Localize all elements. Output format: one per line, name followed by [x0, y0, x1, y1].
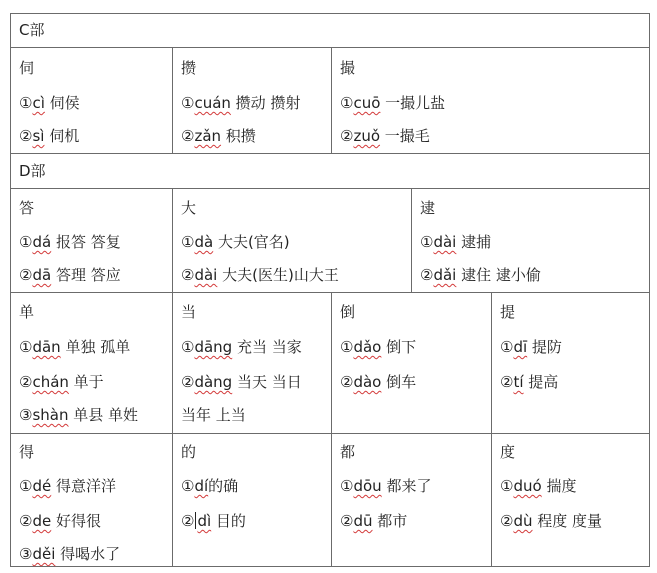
reading-number: ① — [19, 338, 33, 356]
entry-char: 攒 — [181, 59, 197, 77]
reading-number: ② — [340, 512, 354, 530]
entry-zan — [172, 48, 331, 153]
example-words: 攒动 攒射 — [230, 94, 301, 112]
c-row — [11, 47, 649, 153]
entry-dai-catch — [411, 189, 649, 292]
pinyin: děi — [32, 545, 56, 563]
example-words: 的确 — [208, 477, 239, 495]
reading-line — [19, 476, 116, 496]
example-words: 目的 — [211, 512, 246, 530]
pinyin: dā — [32, 266, 52, 284]
reading-number: ② — [19, 512, 33, 530]
pinyin: dū — [353, 512, 373, 530]
reading-number: ② — [181, 512, 195, 530]
pinyin: chán — [32, 373, 69, 391]
reading-number: ① — [181, 477, 195, 495]
entry-char: 撮 — [340, 59, 356, 77]
pinyin: duó — [513, 477, 542, 495]
example-words: 提防 — [527, 338, 562, 356]
pinyin: dí — [194, 477, 209, 495]
entry-char: 单 — [19, 303, 35, 321]
pinyin: dǎo — [353, 338, 382, 356]
example-words: 逮捕 — [456, 233, 492, 251]
example-words: 答理 答应 — [51, 266, 121, 284]
entry-char: 倒 — [340, 303, 356, 321]
reading-line — [340, 372, 416, 392]
example-words: 得喝水了 — [55, 545, 121, 563]
example-words: 倒车 — [381, 373, 417, 391]
example-words: 都来了 — [381, 477, 432, 495]
reading-line — [19, 511, 101, 531]
reading-number: ① — [340, 338, 354, 356]
reading-number: ② — [420, 266, 434, 284]
reading-line — [181, 93, 300, 113]
reading-number: ① — [340, 477, 354, 495]
example-words: 报答 答复 — [51, 233, 121, 251]
d-row-2 — [11, 292, 649, 433]
reading-line — [500, 511, 602, 531]
reading-line — [500, 372, 558, 392]
pinyin: dá — [32, 233, 52, 251]
pinyin: dǎi — [433, 266, 457, 284]
example-words: 逮住 逮小偷 — [456, 266, 541, 284]
example-words: 单于 — [68, 373, 104, 391]
entry-char: 逮 — [420, 199, 436, 217]
entry-char: 的 — [181, 443, 197, 461]
reading-line — [500, 476, 576, 496]
entry-dao — [331, 293, 491, 433]
example-words: 当天 当日 — [232, 373, 302, 391]
example-words: 提高 — [523, 373, 559, 391]
c-section-header-row — [11, 14, 649, 47]
reading-number: ② — [181, 266, 195, 284]
reading-line — [340, 511, 407, 531]
reading-line — [19, 372, 104, 392]
reading-line — [181, 337, 302, 357]
reading-number: ③ — [19, 545, 33, 563]
reading-line — [181, 372, 302, 392]
reading-line — [181, 126, 256, 146]
entry-char: 度 — [500, 443, 516, 461]
example-words: 程度 度量 — [532, 512, 603, 530]
reading-line — [19, 405, 138, 425]
example-words: 都市 — [372, 512, 408, 530]
example-words: 一撮毛 — [380, 127, 430, 145]
example-words: 一撮儿盐 — [380, 94, 446, 112]
reading-number: ① — [19, 233, 33, 251]
polyphonic-character-table — [10, 13, 650, 567]
reading-number: ② — [500, 373, 514, 391]
entry-char: 大 — [181, 199, 197, 217]
pinyin: dān — [32, 338, 61, 356]
example-words: 好得很 — [51, 512, 101, 530]
entry-ti — [491, 293, 649, 433]
d-section-header-cell — [11, 154, 649, 188]
reading-number: ① — [19, 477, 33, 495]
reading-number: ② — [19, 266, 33, 284]
pinyin: dà — [194, 233, 214, 251]
entry-dang — [172, 293, 331, 433]
reading-number: ① — [500, 477, 514, 495]
example-words: 积攒 — [221, 127, 256, 145]
entry-di — [172, 434, 331, 566]
entry-ci — [11, 48, 172, 153]
example-words: 单县 单姓 — [68, 406, 139, 424]
example-words: 得意洋洋 — [51, 477, 116, 495]
reading-number: ② — [19, 373, 33, 391]
pinyin: cì — [32, 94, 45, 112]
reading-number: ① — [19, 94, 33, 112]
example-words: 倒下 — [381, 338, 417, 356]
pinyin: zǎn — [194, 127, 222, 145]
reading-number: ② — [500, 512, 514, 530]
reading-line — [19, 232, 121, 252]
pinyin: dī — [513, 338, 528, 356]
d-section-header-row — [11, 153, 649, 188]
reading-line — [420, 232, 491, 252]
example-words: 大夫(官名) — [213, 233, 290, 251]
pinyin: sì — [32, 127, 45, 145]
entry-du — [491, 434, 649, 566]
pinyin: dāng — [194, 338, 233, 356]
entry-da-answer — [11, 189, 172, 292]
reading-line — [181, 511, 246, 531]
reading-line — [19, 126, 79, 146]
entry-da-big — [172, 189, 411, 292]
reading-line — [340, 93, 445, 113]
reading-number: ① — [500, 338, 514, 356]
pinyin: cuán — [194, 94, 231, 112]
pinyin: dōu — [353, 477, 382, 495]
entry-char: 提 — [500, 303, 516, 321]
reading-line — [19, 93, 80, 113]
reading-line — [19, 544, 120, 564]
reading-line — [19, 337, 130, 357]
pinyin: cuō — [353, 94, 381, 112]
example-words: 大夫(医生)山大王 — [217, 266, 339, 284]
reading-number: ③ — [19, 406, 33, 424]
reading-line — [340, 126, 430, 146]
reading-line — [181, 265, 339, 285]
pinyin: tí — [513, 373, 524, 391]
pinyin: de — [32, 512, 52, 530]
reading-line — [181, 476, 238, 496]
entry-de — [11, 434, 172, 566]
c-section-header: C部 — [19, 21, 45, 39]
pinyin: dì — [197, 512, 212, 530]
pinyin: dé — [32, 477, 52, 495]
example-words-continued: 当年 上当 — [181, 406, 246, 424]
d-section-header: D部 — [19, 162, 46, 180]
example-words: 伺机 — [44, 127, 80, 145]
entry-char: 都 — [340, 443, 356, 461]
entry-char: 伺 — [19, 59, 35, 77]
reading-number: ① — [340, 94, 354, 112]
pinyin: dào — [353, 373, 382, 391]
entry-cuo — [331, 48, 649, 153]
reading-number: ② — [181, 373, 195, 391]
entry-dou — [331, 434, 491, 566]
pinyin: dù — [513, 512, 533, 530]
example-words: 揣度 — [541, 477, 577, 495]
reading-line — [420, 265, 541, 285]
example-words: 充当 当家 — [232, 338, 302, 356]
example-words: 单独 孤单 — [60, 338, 131, 356]
entry-char: 当 — [181, 303, 197, 321]
reading-number: ① — [181, 94, 195, 112]
reading-number: ② — [340, 127, 354, 145]
c-section-header-cell — [11, 14, 649, 47]
example-words: 伺侯 — [44, 94, 80, 112]
reading-number: ① — [181, 233, 195, 251]
pinyin: dài — [433, 233, 457, 251]
reading-number: ② — [340, 373, 354, 391]
reading-line — [500, 337, 562, 357]
pinyin: dài — [194, 266, 218, 284]
pinyin: shàn — [32, 406, 69, 424]
reading-line — [340, 337, 416, 357]
reading-line — [340, 476, 431, 496]
pinyin: dàng — [194, 373, 233, 391]
entry-char: 得 — [19, 443, 35, 461]
reading-line — [19, 265, 121, 285]
reading-number: ② — [181, 127, 195, 145]
reading-line — [181, 232, 290, 252]
reading-number: ② — [19, 127, 33, 145]
d-row-3 — [11, 433, 649, 566]
d-row-1 — [11, 188, 649, 292]
entry-char: 答 — [19, 199, 35, 217]
entry-dan — [11, 293, 172, 433]
pinyin: zuǒ — [353, 127, 381, 145]
reading-number: ① — [181, 338, 195, 356]
reading-number: ① — [420, 233, 434, 251]
